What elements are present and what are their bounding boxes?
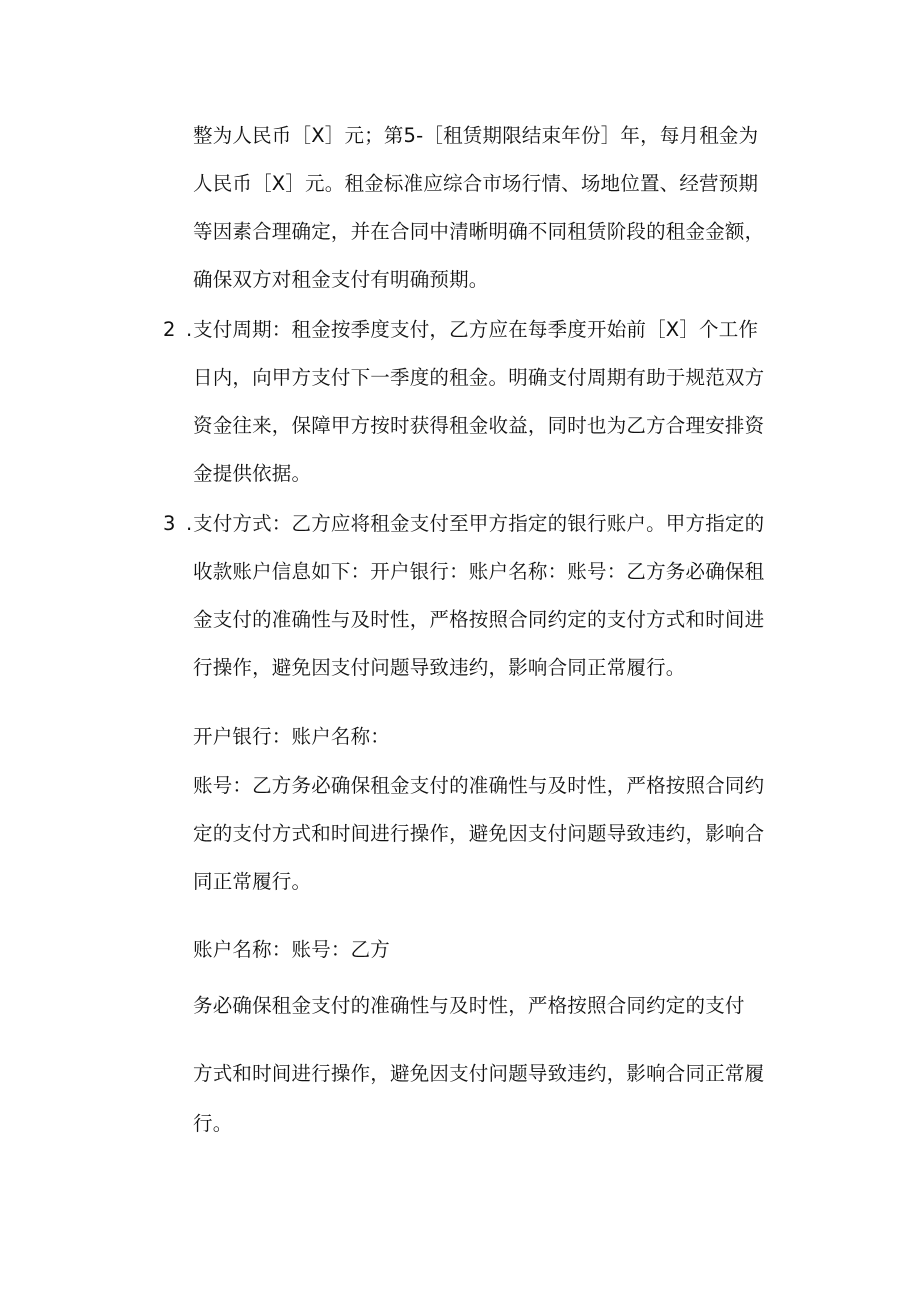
item2-line-3: 资金往来，保障甲方按时获得租金收益，同时也为乙方合理安排资 <box>193 414 765 437</box>
para1-line-2: 人民币［X］元。租金标准应综合市场行情、场地位置、经营预期 <box>193 172 759 195</box>
item3-line-2: 收款账户信息如下：开户银行：账户名称：账号：乙方务必确保租 <box>193 560 765 583</box>
item2-number: 2 <box>163 318 176 341</box>
para1-line-4: 确保双方对租金支付有明确预期。 <box>193 268 489 291</box>
block5-line-4: 行。 <box>193 1112 233 1135</box>
block4-line-1: 开户银行：账户名称： <box>193 725 391 748</box>
item3-dot: . <box>186 512 193 535</box>
para1-line-1: 整为人民币［X］元；第5-［租赁期限结束年份］年，每月租金为 <box>193 124 759 147</box>
item2-line-2: 日内，向甲方支付下一季度的租金。明确支付周期有助于规范双方 <box>193 366 765 389</box>
block5-line-3: 方式和时间进行操作，避免因支付问题导致违约，影响合同正常履 <box>193 1062 765 1085</box>
block4-line-3: 定的支付方式和时间进行操作，避免因支付问题导致违约，影响合 <box>193 822 765 845</box>
item3-line-3: 金支付的准确性与及时性，严格按照合同约定的支付方式和时间进 <box>193 608 765 631</box>
item3-number: 3 <box>163 512 176 535</box>
item2-line-4: 金提供依据。 <box>193 462 312 485</box>
block4-line-4: 同正常履行。 <box>193 870 312 893</box>
item3-line-1: 支付方式：乙方应将租金支付至甲方指定的银行账户。甲方指定的 <box>193 512 765 535</box>
item3-line-4: 行操作，避免因支付问题导致违约，影响合同正常履行。 <box>193 656 686 679</box>
para1-line-3: 等因素合理确定，并在合同中清晰明确不同租赁阶段的租金金额， <box>193 220 765 243</box>
item2-line-1: 支付周期：租金按季度支付，乙方应在每季度开始前［X］个工作 <box>193 318 759 341</box>
block5-line-1: 账户名称：账号：乙方 <box>193 938 391 961</box>
item2-dot: . <box>186 318 193 341</box>
block5-line-2: 务必确保租金支付的准确性与及时性，严格按照合同约定的支付 <box>193 994 745 1017</box>
block4-line-2: 账号：乙方务必确保租金支付的准确性与及时性，严格按照合同约 <box>193 774 765 797</box>
